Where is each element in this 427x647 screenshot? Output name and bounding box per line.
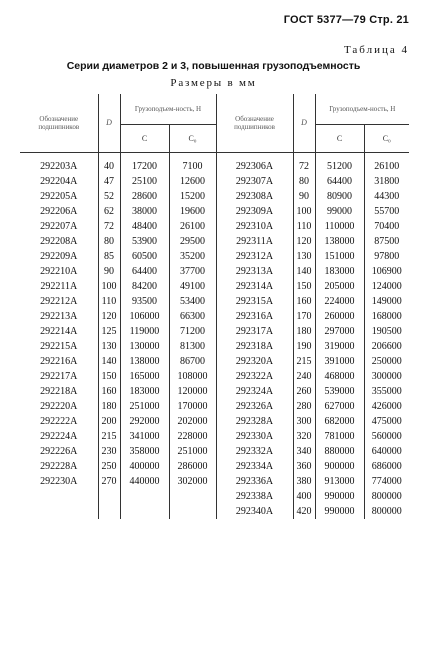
- c-cell: 84200: [120, 279, 169, 294]
- designation-cell: 292322A: [216, 369, 293, 384]
- c0-cell: [169, 489, 216, 504]
- d-cell: 190: [293, 339, 315, 354]
- d-cell: 150: [293, 279, 315, 294]
- table-row: [20, 414, 409, 429]
- table-row: [20, 369, 409, 384]
- designation-cell: 292220A: [40, 401, 78, 412]
- d-cell: [98, 489, 120, 504]
- designation-cell: 292217A: [40, 371, 78, 382]
- table-row: [20, 234, 409, 249]
- c0-cell: 120000: [169, 384, 216, 399]
- c-cell: 99000: [315, 204, 364, 219]
- c-cell: 913000: [315, 474, 364, 489]
- c0-cell: 228000: [169, 429, 216, 444]
- designation-cell: 292212A: [40, 296, 78, 307]
- c0-cell: 170000: [169, 399, 216, 414]
- table-row: [20, 474, 409, 489]
- c-cell: 130000: [120, 339, 169, 354]
- designation-cell: 292317A: [216, 324, 293, 339]
- table-row: [20, 309, 409, 324]
- d-cell: 320: [293, 429, 315, 444]
- c0-cell: 49100: [169, 279, 216, 294]
- designation-cell: 292336A: [216, 474, 293, 489]
- designation-cell: 292320A: [216, 354, 293, 369]
- c0-cell: 97800: [364, 249, 409, 264]
- c-cell: 468000: [315, 369, 364, 384]
- c-cell: 110000: [315, 219, 364, 234]
- c0-cell: 81300: [169, 339, 216, 354]
- col-header-c0-left: C₀: [169, 125, 216, 153]
- c0-cell: 206600: [364, 339, 409, 354]
- d-cell: 150: [98, 369, 120, 384]
- table-row: [20, 444, 409, 459]
- c0-cell: 86700: [169, 354, 216, 369]
- designation-cell: 292334A: [216, 459, 293, 474]
- c-cell: 391000: [315, 354, 364, 369]
- c-cell: 781000: [315, 429, 364, 444]
- designation-cell: 292307A: [216, 174, 293, 189]
- c-cell: 990000: [315, 489, 364, 504]
- designation-cell: 292318A: [216, 339, 293, 354]
- d-cell: 100: [98, 279, 120, 294]
- table-row: [20, 189, 409, 204]
- designation-cell: 292211A: [40, 281, 78, 292]
- table-row: [20, 504, 409, 519]
- designation-cell: 292215A: [40, 341, 78, 352]
- designation-cell: 292214A: [40, 326, 78, 337]
- c0-cell: 87500: [364, 234, 409, 249]
- c-cell: 25100: [120, 174, 169, 189]
- table-row: [20, 339, 409, 354]
- d-cell: 250: [98, 459, 120, 474]
- d-cell: 47: [98, 174, 120, 189]
- d-cell: 52: [98, 189, 120, 204]
- table-row: [20, 219, 409, 234]
- table-row: [20, 279, 409, 294]
- c-cell: [120, 489, 169, 504]
- standard-header: ГОСТ 5377—79 Стр. 21: [283, 14, 409, 26]
- c0-cell: 251000: [169, 444, 216, 459]
- c-cell: 17200: [120, 153, 169, 175]
- table-row: [20, 384, 409, 399]
- c0-cell: 71200: [169, 324, 216, 339]
- designation-cell: 292228A: [40, 461, 78, 472]
- designation-cell: 292315A: [216, 294, 293, 309]
- d-cell: [98, 504, 120, 519]
- c-cell: 138000: [315, 234, 364, 249]
- d-cell: 360: [293, 459, 315, 474]
- table-row: [20, 429, 409, 444]
- c0-cell: 53400: [169, 294, 216, 309]
- designation-cell: [20, 504, 98, 519]
- d-cell: 140: [293, 264, 315, 279]
- d-cell: 215: [293, 354, 315, 369]
- table-row: [20, 294, 409, 309]
- c-cell: 183000: [120, 384, 169, 399]
- designation-cell: 292338A: [216, 489, 293, 504]
- c-cell: 341000: [120, 429, 169, 444]
- c-cell: 64400: [315, 174, 364, 189]
- d-cell: 130: [293, 249, 315, 264]
- c-cell: 151000: [315, 249, 364, 264]
- col-header-designation-left: Обозначение подшипников: [20, 94, 98, 153]
- designation-cell: 292206A: [40, 206, 78, 217]
- c-cell: 297000: [315, 324, 364, 339]
- c0-cell: 300000: [364, 369, 409, 384]
- c-cell: 38000: [120, 204, 169, 219]
- c0-cell: 29500: [169, 234, 216, 249]
- designation-cell: 292309A: [216, 204, 293, 219]
- table-row: [20, 153, 409, 175]
- designation-cell: 292218A: [40, 386, 78, 397]
- bearing-table: [20, 94, 409, 519]
- c0-cell: 37700: [169, 264, 216, 279]
- c-cell: 627000: [315, 399, 364, 414]
- c0-cell: 355000: [364, 384, 409, 399]
- c0-cell: 106900: [364, 264, 409, 279]
- d-cell: 140: [98, 354, 120, 369]
- table-row: [20, 204, 409, 219]
- c0-cell: 475000: [364, 414, 409, 429]
- designation-cell: 292310A: [216, 219, 293, 234]
- designation-cell: 292209A: [40, 251, 78, 262]
- c-cell: 106000: [120, 309, 169, 324]
- c-cell: 260000: [315, 309, 364, 324]
- designation-cell: 292313A: [216, 264, 293, 279]
- c0-cell: 15200: [169, 189, 216, 204]
- c-cell: 138000: [120, 354, 169, 369]
- c-cell: 119000: [120, 324, 169, 339]
- c0-cell: 19600: [169, 204, 216, 219]
- col-header-c-left: C: [120, 125, 169, 153]
- c0-cell: 640000: [364, 444, 409, 459]
- designation-cell: 292204A: [40, 176, 78, 187]
- d-cell: 260: [293, 384, 315, 399]
- d-cell: 270: [98, 474, 120, 489]
- d-cell: 400: [293, 489, 315, 504]
- c0-cell: 190500: [364, 324, 409, 339]
- table-row: [20, 324, 409, 339]
- c0-cell: 7100: [169, 153, 216, 175]
- c-cell: 51200: [315, 153, 364, 175]
- c0-cell: 286000: [169, 459, 216, 474]
- d-cell: 200: [98, 414, 120, 429]
- d-cell: 80: [293, 174, 315, 189]
- designation-cell: 292324A: [216, 384, 293, 399]
- d-cell: 72: [293, 153, 315, 175]
- table-subtitle: Размеры в мм: [170, 77, 257, 89]
- designation-cell: 292222A: [40, 416, 78, 427]
- d-cell: 230: [98, 444, 120, 459]
- designation-cell: 292312A: [216, 249, 293, 264]
- designation-cell: 292332A: [216, 444, 293, 459]
- designation-cell: 292226A: [40, 446, 78, 457]
- c-cell: 60500: [120, 249, 169, 264]
- d-cell: 340: [293, 444, 315, 459]
- designation-cell: [20, 489, 98, 504]
- designation-cell: 292230A: [40, 476, 78, 487]
- c-cell: 165000: [120, 369, 169, 384]
- c0-cell: 202000: [169, 414, 216, 429]
- d-cell: 90: [293, 189, 315, 204]
- c-cell: 53900: [120, 234, 169, 249]
- d-cell: 420: [293, 504, 315, 519]
- c0-cell: 12600: [169, 174, 216, 189]
- c-cell: 440000: [120, 474, 169, 489]
- c0-cell: 35200: [169, 249, 216, 264]
- c0-cell: 108000: [169, 369, 216, 384]
- c0-cell: 70400: [364, 219, 409, 234]
- table-number: Таблица 4: [343, 44, 409, 56]
- designation-cell: 292224A: [40, 431, 78, 442]
- col-header-load-right: Грузоподъем-ность, Н: [315, 94, 409, 125]
- c0-cell: 302000: [169, 474, 216, 489]
- c-cell: 224000: [315, 294, 364, 309]
- d-cell: 125: [98, 324, 120, 339]
- c-cell: 880000: [315, 444, 364, 459]
- table-row: [20, 489, 409, 504]
- d-cell: 280: [293, 399, 315, 414]
- col-header-d-right: D: [293, 94, 315, 153]
- c-cell: 358000: [120, 444, 169, 459]
- c0-cell: [169, 504, 216, 519]
- c-cell: 48400: [120, 219, 169, 234]
- c0-cell: 44300: [364, 189, 409, 204]
- designation-cell: 292316A: [216, 309, 293, 324]
- c-cell: 900000: [315, 459, 364, 474]
- designation-cell: 292330A: [216, 429, 293, 444]
- d-cell: 40: [98, 153, 120, 175]
- c0-cell: 31800: [364, 174, 409, 189]
- c0-cell: 66300: [169, 309, 216, 324]
- c-cell: 682000: [315, 414, 364, 429]
- col-header-c0-right: C₀: [364, 125, 409, 153]
- designation-cell: 292308A: [216, 189, 293, 204]
- designation-cell: 292205A: [40, 191, 78, 202]
- table-row: [20, 459, 409, 474]
- d-cell: 85: [98, 249, 120, 264]
- col-header-d-left: D: [98, 94, 120, 153]
- designation-cell: 292208A: [40, 236, 78, 247]
- d-cell: 90: [98, 264, 120, 279]
- d-cell: 120: [98, 309, 120, 324]
- designation-cell: 292326A: [216, 399, 293, 414]
- c-cell: 64400: [120, 264, 169, 279]
- d-cell: 110: [98, 294, 120, 309]
- designation-cell: 292210A: [40, 266, 78, 277]
- col-header-designation-right: Обозначение подшипников: [216, 94, 293, 153]
- table-row: [20, 174, 409, 189]
- c0-cell: 26100: [364, 153, 409, 175]
- designation-cell: 292216A: [40, 356, 78, 367]
- designation-cell: 292306A: [216, 153, 293, 175]
- d-cell: 110: [293, 219, 315, 234]
- d-cell: 80: [98, 234, 120, 249]
- c0-cell: 250000: [364, 354, 409, 369]
- d-cell: 160: [293, 294, 315, 309]
- c0-cell: 124000: [364, 279, 409, 294]
- d-cell: 380: [293, 474, 315, 489]
- designation-cell: 292314A: [216, 279, 293, 294]
- c-cell: 80900: [315, 189, 364, 204]
- d-cell: 160: [98, 384, 120, 399]
- designation-cell: 292213A: [40, 311, 78, 322]
- c-cell: 251000: [120, 399, 169, 414]
- d-cell: 180: [98, 399, 120, 414]
- c-cell: 990000: [315, 504, 364, 519]
- d-cell: 300: [293, 414, 315, 429]
- designation-cell: 292311A: [216, 234, 293, 249]
- c-cell: [120, 504, 169, 519]
- c0-cell: 149000: [364, 294, 409, 309]
- c0-cell: 426000: [364, 399, 409, 414]
- c-cell: 319000: [315, 339, 364, 354]
- c0-cell: 55700: [364, 204, 409, 219]
- c-cell: 292000: [120, 414, 169, 429]
- designation-cell: 292203A: [40, 161, 78, 172]
- c-cell: 539000: [315, 384, 364, 399]
- d-cell: 240: [293, 369, 315, 384]
- d-cell: 180: [293, 324, 315, 339]
- c-cell: 205000: [315, 279, 364, 294]
- c-cell: 93500: [120, 294, 169, 309]
- c0-cell: 774000: [364, 474, 409, 489]
- d-cell: 62: [98, 204, 120, 219]
- c-cell: 400000: [120, 459, 169, 474]
- c-cell: 28600: [120, 189, 169, 204]
- c0-cell: 800000: [364, 489, 409, 504]
- designation-cell: 292340A: [216, 504, 293, 519]
- d-cell: 120: [293, 234, 315, 249]
- d-cell: 170: [293, 309, 315, 324]
- table-row: [20, 249, 409, 264]
- designation-cell: 292207A: [40, 221, 78, 232]
- c0-cell: 560000: [364, 429, 409, 444]
- d-cell: 72: [98, 219, 120, 234]
- c-cell: 183000: [315, 264, 364, 279]
- c0-cell: 686000: [364, 459, 409, 474]
- d-cell: 100: [293, 204, 315, 219]
- table-row: [20, 264, 409, 279]
- d-cell: 130: [98, 339, 120, 354]
- table-title: Серии диаметров 2 и 3, повышенная грузоподъемность: [66, 60, 361, 72]
- table-row: [20, 399, 409, 414]
- d-cell: 215: [98, 429, 120, 444]
- col-header-load-left: Грузоподъем-ность, Н: [120, 94, 216, 125]
- c0-cell: 800000: [364, 504, 409, 519]
- c0-cell: 168000: [364, 309, 409, 324]
- designation-cell: 292328A: [216, 414, 293, 429]
- table-row: [20, 354, 409, 369]
- c0-cell: 26100: [169, 219, 216, 234]
- col-header-c-right: C: [315, 125, 364, 153]
